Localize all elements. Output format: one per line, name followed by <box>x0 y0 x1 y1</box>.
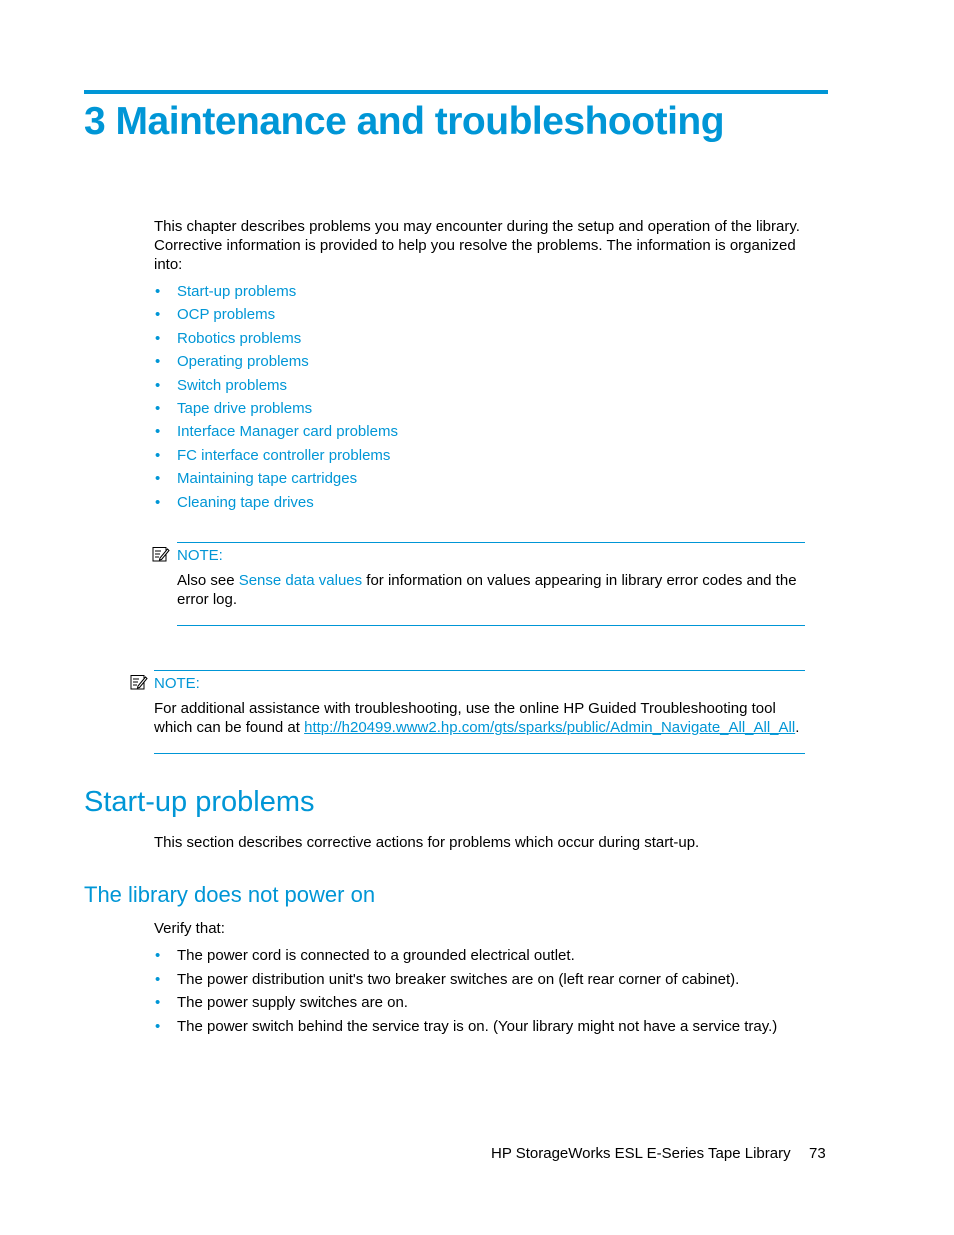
toc-item-startup[interactable] <box>154 282 398 305</box>
toc-link[interactable]: Operating problems <box>177 353 309 371</box>
bullet-icon: • <box>155 376 161 394</box>
toc-item-maintaining-cartridges[interactable] <box>154 469 398 492</box>
power-checklist <box>154 946 777 1040</box>
toc-link[interactable]: Robotics problems <box>177 329 302 347</box>
bullet-icon: • <box>155 329 161 347</box>
note-text: for information on values appearing in library error codes and the error log. <box>177 572 797 608</box>
note-pencil-icon <box>152 546 170 562</box>
bullet-icon: • <box>155 493 161 511</box>
note-pencil-icon <box>130 674 148 690</box>
toc-item-operating[interactable] <box>154 352 398 375</box>
toc-link[interactable]: Interface Manager card problems <box>177 423 398 441</box>
bullet-icon: • <box>155 446 161 464</box>
toc-link[interactable]: Switch problems <box>177 376 288 394</box>
toc-item-robotics[interactable] <box>154 329 398 352</box>
list-item-text: The power supply switches are on. <box>177 994 408 1011</box>
toc-item-tape-drive[interactable] <box>154 399 398 422</box>
bullet-icon: • <box>155 353 161 371</box>
guided-troubleshooting-link[interactable]: http://h20499.www2.hp.com/gts/sparks/public/Admin_Navigate_All_All_All <box>304 719 796 736</box>
note-text: . <box>795 719 800 736</box>
bullet-icon: • <box>155 306 161 324</box>
chapter-rule <box>84 90 828 94</box>
list-item <box>154 970 777 994</box>
list-item <box>154 1017 777 1041</box>
toc-item-switch[interactable] <box>154 376 398 399</box>
note-sense-data <box>177 542 805 626</box>
toc-link[interactable]: Tape drive problems <box>177 399 313 417</box>
toc-item-fc-controller[interactable] <box>154 446 398 469</box>
subsection-heading-power: The library does not power on <box>84 882 376 907</box>
section-heading-startup: Start-up problems <box>84 786 315 818</box>
chapter-title: 3 Maintenance and troubleshooting <box>84 100 725 143</box>
verify-label: Verify that: <box>154 920 225 937</box>
section-intro: This section describes corrective actions for problems which occur during start-up. <box>154 834 700 851</box>
page-number: 73 <box>809 1145 826 1162</box>
toc-item-cleaning-drives[interactable] <box>154 493 398 516</box>
bullet-icon: • <box>155 947 161 964</box>
note-label: NOTE: <box>154 675 200 692</box>
note-body <box>177 571 805 609</box>
footer-book-title: HP StorageWorks ESL E-Series Tape Library <box>491 1145 791 1162</box>
list-item <box>154 946 777 970</box>
note-guided-troubleshooting <box>154 670 805 754</box>
bullet-icon: • <box>155 994 161 1011</box>
toc-item-ocp[interactable] <box>154 305 398 328</box>
list-item-text: The power distribution unit's two breaker switches are on (left rear corner of cabinet). <box>177 970 740 988</box>
bullet-icon: • <box>155 470 161 488</box>
list-item <box>154 993 777 1017</box>
note-label: NOTE: <box>177 547 223 564</box>
toc-link[interactable]: Maintaining tape cartridges <box>177 470 358 488</box>
list-item-text: The power cord is connected to a grounded electrical outlet. <box>177 947 575 964</box>
toc-link[interactable]: Start-up problems <box>177 283 297 300</box>
bullet-icon: • <box>155 423 161 441</box>
chapter-intro: This chapter describes problems you may encounter during the setup and operation of the library. Corrective information is provided to help you resolve the problems. The information is organized into: <box>154 218 800 273</box>
sense-data-link[interactable]: Sense data values <box>238 572 363 589</box>
toc-link[interactable]: FC interface controller problems <box>177 446 391 464</box>
toc-link[interactable]: Cleaning tape drives <box>177 493 314 511</box>
bullet-icon: • <box>155 1017 161 1035</box>
bullet-icon: • <box>155 970 161 988</box>
bullet-icon: • <box>155 399 161 417</box>
note-text: Also see <box>177 572 239 589</box>
toc-item-interface-manager[interactable] <box>154 422 398 445</box>
list-item-text: The power switch behind the service tray is on. (Your library might not have a service tray.) <box>177 1017 778 1035</box>
note-text: For additional assistance with troubleshooting, use the online HP Guided Troubleshooting tool which can be found at <box>154 700 776 736</box>
note-body <box>154 699 805 737</box>
chapter-toc <box>154 282 398 516</box>
bullet-icon: • <box>155 283 161 300</box>
toc-link[interactable]: OCP problems <box>177 306 276 324</box>
